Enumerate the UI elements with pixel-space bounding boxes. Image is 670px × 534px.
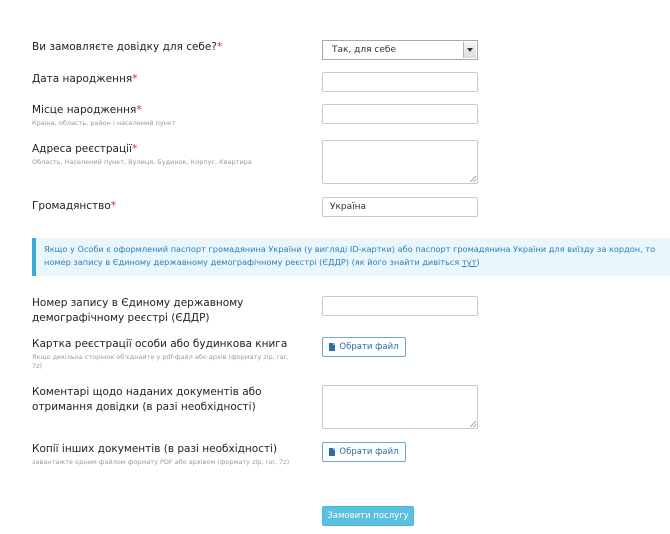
other-docs-hint: завантажте одним файлом формату PDF або архівом (формату zip, rar, 7z)	[32, 458, 290, 466]
registration-address-label-text: Адреса реєстрації	[32, 143, 132, 155]
birth-place-label-text: Місце народження	[32, 104, 137, 116]
eddr-number-label	[32, 296, 307, 326]
eddr-number-label-text: Номер запису в Єдиному державному демографічному реєстрі (ЄДДР)	[32, 297, 244, 324]
birth-place-input[interactable]	[322, 104, 478, 124]
info-line-2-text: номер запису в Єдиному державному демографічному реєстрі (ЄДДР) (як його знайти дивіться	[44, 257, 462, 267]
comments-wrapper	[322, 385, 478, 429]
registration-card-label	[32, 337, 307, 371]
registration-card-file-button[interactable]	[322, 337, 406, 357]
info-line-2	[44, 256, 670, 269]
other-docs-file-button[interactable]	[322, 442, 406, 462]
registration-address-hint: Область, Населений пункт, Вулиця, Будинок, Корпус, Квартира	[32, 158, 252, 166]
birth-date-input[interactable]	[322, 72, 478, 92]
file-icon	[329, 343, 335, 351]
comments-textarea[interactable]	[322, 385, 478, 429]
birth-date-label	[32, 72, 137, 87]
info-line-2-end: )	[476, 257, 480, 267]
required-mark: *	[216, 41, 223, 53]
required-mark: *	[132, 73, 138, 85]
for-self-label	[32, 40, 222, 55]
citizenship-label	[32, 199, 116, 214]
registration-address-label	[32, 142, 252, 167]
birth-place-hint: Країна, область, район і населений пункт	[32, 119, 176, 127]
citizenship-input[interactable]	[322, 197, 478, 217]
birth-date-label-text: Дата народження	[32, 73, 133, 85]
registration-address-textarea[interactable]	[322, 140, 478, 184]
for-self-select[interactable]	[322, 40, 478, 60]
required-mark: *	[136, 104, 142, 116]
registration-address-wrapper	[322, 140, 478, 184]
comments-label-text: Коментарі щодо наданих документів або отримання довідки (в разі необхідності)	[32, 386, 262, 413]
required-mark: *	[110, 200, 117, 212]
info-here-link[interactable]: тут	[461, 257, 477, 267]
other-docs-label-text: Копії інших документів (в разі необхідності)	[32, 443, 278, 455]
chevron-down-icon[interactable]	[463, 42, 476, 58]
file-icon	[329, 448, 335, 456]
eddr-info-box	[32, 238, 670, 276]
required-mark: *	[131, 143, 138, 155]
registration-card-label-text: Картка реєстрації особи або будинкова книга	[32, 338, 288, 350]
resize-grip-icon[interactable]	[470, 176, 476, 182]
comments-label	[32, 385, 307, 415]
other-docs-label	[32, 442, 322, 467]
citizenship-label-text: Громадянство	[32, 200, 111, 212]
birth-place-label	[32, 103, 176, 128]
for-self-label-text: Ви замовляєте довідку для себе?	[32, 41, 217, 53]
order-service-button[interactable]	[322, 506, 414, 526]
info-line-1: Якщо у Особи є оформлений паспорт громадянина України (у вигляді ID-картки) або паспорт громадянина України для виїзду за кордон, то	[44, 244, 656, 254]
other-docs-button-label: Обрати файл	[339, 447, 399, 457]
registration-card-hint: Якщо декілька сторінок об'єднайте у pdf-файл або архів (формату zip, rar, 7z)	[32, 353, 289, 370]
for-self-selected-value: Так, для себе	[332, 45, 396, 55]
eddr-number-input[interactable]	[322, 296, 478, 316]
order-service-button-label: Замовити послугу	[327, 511, 409, 521]
resize-grip-icon[interactable]	[470, 421, 476, 427]
registration-card-button-label: Обрати файл	[339, 342, 399, 352]
